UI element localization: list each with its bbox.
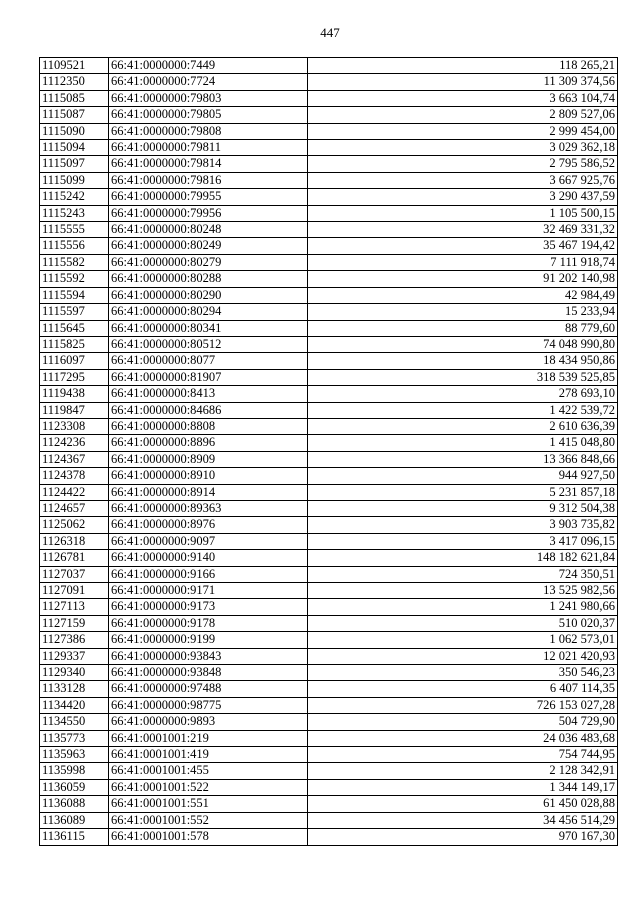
table-row: [40, 140, 618, 156]
cadastral-number-cell: 66:41:0000000:80512: [109, 336, 308, 352]
row-id-cell: 1126781: [40, 550, 109, 566]
cadastral-number-cell: 66:41:0000000:8413: [109, 386, 308, 402]
cadastral-number-cell: 66:41:0001001:419: [109, 747, 308, 763]
cadastral-number-cell: 66:41:0000000:80341: [109, 320, 308, 336]
table-row: [40, 681, 618, 697]
cadastral-number-cell: 66:41:0000000:80279: [109, 254, 308, 270]
row-id-cell: 1119438: [40, 386, 109, 402]
row-id-cell: 1115243: [40, 205, 109, 221]
row-id-cell: 1136089: [40, 812, 109, 828]
cadastral-value-cell: 724 350,51: [308, 566, 618, 582]
cadastral-value-cell: 15 233,94: [308, 304, 618, 320]
cadastral-value-cell: 1 105 500,15: [308, 205, 618, 221]
cadastral-value-cell: 726 153 027,28: [308, 697, 618, 713]
cadastral-value-cell: 118 265,21: [308, 58, 618, 74]
cadastral-value-cell: 3 663 104,74: [308, 90, 618, 106]
table-row: [40, 156, 618, 172]
cadastral-number-cell: 66:41:0000000:9166: [109, 566, 308, 582]
cadastral-value-cell: 3 290 437,59: [308, 189, 618, 205]
table-row: [40, 386, 618, 402]
page-number: 447: [320, 25, 340, 40]
cadastral-number-cell: 66:41:0000000:79805: [109, 107, 308, 123]
table-row: [40, 74, 618, 90]
row-id-cell: 1115556: [40, 238, 109, 254]
row-id-cell: 1115087: [40, 107, 109, 123]
cadastral-value-cell: 1 422 539,72: [308, 402, 618, 418]
cadastral-number-cell: 66:41:0000000:8909: [109, 451, 308, 467]
cadastral-value-cell: 3 903 735,82: [308, 517, 618, 533]
table-row: [40, 747, 618, 763]
cadastral-number-cell: 66:41:0000000:9178: [109, 615, 308, 631]
row-id-cell: 1115242: [40, 189, 109, 205]
cadastral-value-cell: 1 062 573,01: [308, 632, 618, 648]
row-id-cell: 1115594: [40, 287, 109, 303]
cadastral-number-cell: 66:41:0000000:8896: [109, 435, 308, 451]
row-id-cell: 1126318: [40, 533, 109, 549]
cadastral-value-cell: 754 744,95: [308, 747, 618, 763]
table-row: [40, 238, 618, 254]
row-id-cell: 1109521: [40, 58, 109, 74]
cadastral-number-cell: 66:41:0001001:219: [109, 730, 308, 746]
cadastral-value-cell: 350 546,23: [308, 665, 618, 681]
table-row: [40, 402, 618, 418]
cadastral-number-cell: 66:41:0000000:80290: [109, 287, 308, 303]
cadastral-number-cell: 66:41:0001001:455: [109, 763, 308, 779]
cadastral-value-cell: 13 366 848,66: [308, 451, 618, 467]
table-row: [40, 107, 618, 123]
cadastral-number-cell: 66:41:0000000:80248: [109, 222, 308, 238]
cadastral-value-cell: 1 241 980,66: [308, 599, 618, 615]
row-id-cell: 1115597: [40, 304, 109, 320]
cadastral-number-cell: 66:41:0000000:81907: [109, 369, 308, 385]
cadastral-number-cell: 66:41:0000000:9199: [109, 632, 308, 648]
table-row: [40, 796, 618, 812]
table-row: [40, 172, 618, 188]
table-row: [40, 714, 618, 730]
cadastral-number-cell: 66:41:0000000:79955: [109, 189, 308, 205]
table-row: [40, 550, 618, 566]
cadastral-value-cell: 74 048 990,80: [308, 336, 618, 352]
cadastral-number-cell: 66:41:0000000:84686: [109, 402, 308, 418]
table-row: [40, 451, 618, 467]
cadastral-value-cell: 3 029 362,18: [308, 140, 618, 156]
table-row: [40, 336, 618, 352]
table-row: [40, 435, 618, 451]
row-id-cell: 1123308: [40, 418, 109, 434]
cadastral-value-cell: 61 450 028,88: [308, 796, 618, 812]
cadastral-number-cell: 66:41:0000000:7449: [109, 58, 308, 74]
table-row: [40, 500, 618, 516]
cadastral-value-cell: 2 610 636,39: [308, 418, 618, 434]
row-id-cell: 1112350: [40, 74, 109, 90]
row-id-cell: 1136059: [40, 779, 109, 795]
row-id-cell: 1115090: [40, 123, 109, 139]
row-id-cell: 1117295: [40, 369, 109, 385]
cadastral-number-cell: 66:41:0001001:578: [109, 829, 308, 845]
cadastral-value-cell: 13 525 982,56: [308, 583, 618, 599]
cadastral-number-cell: 66:41:0000000:9140: [109, 550, 308, 566]
table-row: [40, 353, 618, 369]
cadastral-value-cell: 944 927,50: [308, 468, 618, 484]
cadastral-value-cell: 5 231 857,18: [308, 484, 618, 500]
row-id-cell: 1129340: [40, 665, 109, 681]
row-id-cell: 1127386: [40, 632, 109, 648]
cadastral-number-cell: 66:41:0000000:7724: [109, 74, 308, 90]
cadastral-value-cell: 2 128 342,91: [308, 763, 618, 779]
table-body: [40, 58, 618, 846]
row-id-cell: 1135773: [40, 730, 109, 746]
row-id-cell: 1119847: [40, 402, 109, 418]
cadastral-number-cell: 66:41:0000000:79816: [109, 172, 308, 188]
cadastral-number-cell: 66:41:0000000:79808: [109, 123, 308, 139]
cadastral-number-cell: 66:41:0001001:522: [109, 779, 308, 795]
row-id-cell: 1133128: [40, 681, 109, 697]
cadastral-value-cell: 88 779,60: [308, 320, 618, 336]
table-row: [40, 615, 618, 631]
table-row: [40, 123, 618, 139]
row-id-cell: 1124378: [40, 468, 109, 484]
cadastral-value-cell: 278 693,10: [308, 386, 618, 402]
cadastral-number-cell: 66:41:0000000:93843: [109, 648, 308, 664]
table-row: [40, 779, 618, 795]
cadastral-value-cell: 3 667 925,76: [308, 172, 618, 188]
row-id-cell: 1127159: [40, 615, 109, 631]
cadastral-number-cell: 66:41:0000000:80249: [109, 238, 308, 254]
table-row: [40, 468, 618, 484]
cadastral-value-cell: 24 036 483,68: [308, 730, 618, 746]
cadastral-value-cell: 1 344 149,17: [308, 779, 618, 795]
cadastral-number-cell: 66:41:0000000:79811: [109, 140, 308, 156]
cadastral-value-cell: 970 167,30: [308, 829, 618, 845]
cadastral-value-cell: 42 984,49: [308, 287, 618, 303]
cadastral-number-cell: 66:41:0000000:9893: [109, 714, 308, 730]
cadastral-number-cell: 66:41:0000000:8914: [109, 484, 308, 500]
cadastral-value-cell: 510 020,37: [308, 615, 618, 631]
row-id-cell: 1124236: [40, 435, 109, 451]
row-id-cell: 1127113: [40, 599, 109, 615]
table-row: [40, 812, 618, 828]
cadastral-number-cell: 66:41:0000000:9171: [109, 583, 308, 599]
cadastral-number-cell: 66:41:0000000:93848: [109, 665, 308, 681]
row-id-cell: 1129337: [40, 648, 109, 664]
cadastral-number-cell: 66:41:0000000:79803: [109, 90, 308, 106]
cadastral-number-cell: 66:41:0000000:8808: [109, 418, 308, 434]
row-id-cell: 1115825: [40, 336, 109, 352]
table-row: [40, 304, 618, 320]
cadastral-value-cell: 318 539 525,85: [308, 369, 618, 385]
cadastral-number-cell: 66:41:0000000:97488: [109, 681, 308, 697]
cadastral-value-cell: 12 021 420,93: [308, 648, 618, 664]
cadastral-number-cell: 66:41:0000000:8910: [109, 468, 308, 484]
cadastral-value-cell: 9 312 504,38: [308, 500, 618, 516]
cadastral-number-cell: 66:41:0001001:551: [109, 796, 308, 812]
row-id-cell: 1127091: [40, 583, 109, 599]
cadastral-value-cell: 2 999 454,00: [308, 123, 618, 139]
cadastral-value-cell: 11 309 374,56: [308, 74, 618, 90]
row-id-cell: 1115645: [40, 320, 109, 336]
cadastral-number-cell: 66:41:0000000:98775: [109, 697, 308, 713]
cadastral-number-cell: 66:41:0000000:79956: [109, 205, 308, 221]
cadastral-number-cell: 66:41:0000000:89363: [109, 500, 308, 516]
cadastral-value-cell: 2 795 586,52: [308, 156, 618, 172]
row-id-cell: 1124367: [40, 451, 109, 467]
table-row: [40, 271, 618, 287]
row-id-cell: 1115085: [40, 90, 109, 106]
row-id-cell: 1124657: [40, 500, 109, 516]
table-row: [40, 58, 618, 74]
cadastral-number-cell: 66:41:0001001:552: [109, 812, 308, 828]
row-id-cell: 1135998: [40, 763, 109, 779]
row-id-cell: 1135963: [40, 747, 109, 763]
table-row: [40, 418, 618, 434]
cadastral-value-cell: 3 417 096,15: [308, 533, 618, 549]
table-row: [40, 730, 618, 746]
cadastral-value-cell: 1 415 048,80: [308, 435, 618, 451]
row-id-cell: 1115555: [40, 222, 109, 238]
row-id-cell: 1115592: [40, 271, 109, 287]
cadastral-value-cell: 6 407 114,35: [308, 681, 618, 697]
cadastral-value-cell: 91 202 140,98: [308, 271, 618, 287]
cadastral-number-cell: 66:41:0000000:80294: [109, 304, 308, 320]
table-row: [40, 189, 618, 205]
cadastral-number-cell: 66:41:0000000:8976: [109, 517, 308, 533]
row-id-cell: 1116097: [40, 353, 109, 369]
row-id-cell: 1115099: [40, 172, 109, 188]
row-id-cell: 1134420: [40, 697, 109, 713]
cadastral-value-cell: 34 456 514,29: [308, 812, 618, 828]
table-row: [40, 254, 618, 270]
table-row: [40, 697, 618, 713]
table-row: [40, 599, 618, 615]
cadastral-number-cell: 66:41:0000000:79814: [109, 156, 308, 172]
row-id-cell: 1124422: [40, 484, 109, 500]
row-id-cell: 1125062: [40, 517, 109, 533]
table-row: [40, 205, 618, 221]
row-id-cell: 1134550: [40, 714, 109, 730]
cadastral-value-cell: 2 809 527,06: [308, 107, 618, 123]
cadastral-number-cell: 66:41:0000000:80288: [109, 271, 308, 287]
table-row: [40, 287, 618, 303]
table-row: [40, 369, 618, 385]
cadastral-value-cell: 32 469 331,32: [308, 222, 618, 238]
cadastral-value-cell: 504 729,90: [308, 714, 618, 730]
table-row: [40, 222, 618, 238]
table-row: [40, 665, 618, 681]
cadastral-number-cell: 66:41:0000000:9097: [109, 533, 308, 549]
table-row: [40, 583, 618, 599]
table-row: [40, 763, 618, 779]
table-row: [40, 632, 618, 648]
table-row: [40, 829, 618, 845]
row-id-cell: 1115097: [40, 156, 109, 172]
row-id-cell: 1136088: [40, 796, 109, 812]
row-id-cell: 1115094: [40, 140, 109, 156]
table-row: [40, 90, 618, 106]
cadastral-number-cell: 66:41:0000000:9173: [109, 599, 308, 615]
cadastral-value-cell: 7 111 918,74: [308, 254, 618, 270]
cadastral-value-table: [39, 57, 618, 846]
cadastral-number-cell: 66:41:0000000:8077: [109, 353, 308, 369]
row-id-cell: 1115582: [40, 254, 109, 270]
row-id-cell: 1136115: [40, 829, 109, 845]
row-id-cell: 1127037: [40, 566, 109, 582]
table-row: [40, 484, 618, 500]
table-row: [40, 517, 618, 533]
cadastral-value-cell: 35 467 194,42: [308, 238, 618, 254]
table-row: [40, 320, 618, 336]
table-row: [40, 566, 618, 582]
cadastral-value-cell: 18 434 950,86: [308, 353, 618, 369]
cadastral-value-cell: 148 182 621,84: [308, 550, 618, 566]
table-row: [40, 533, 618, 549]
table-row: [40, 648, 618, 664]
